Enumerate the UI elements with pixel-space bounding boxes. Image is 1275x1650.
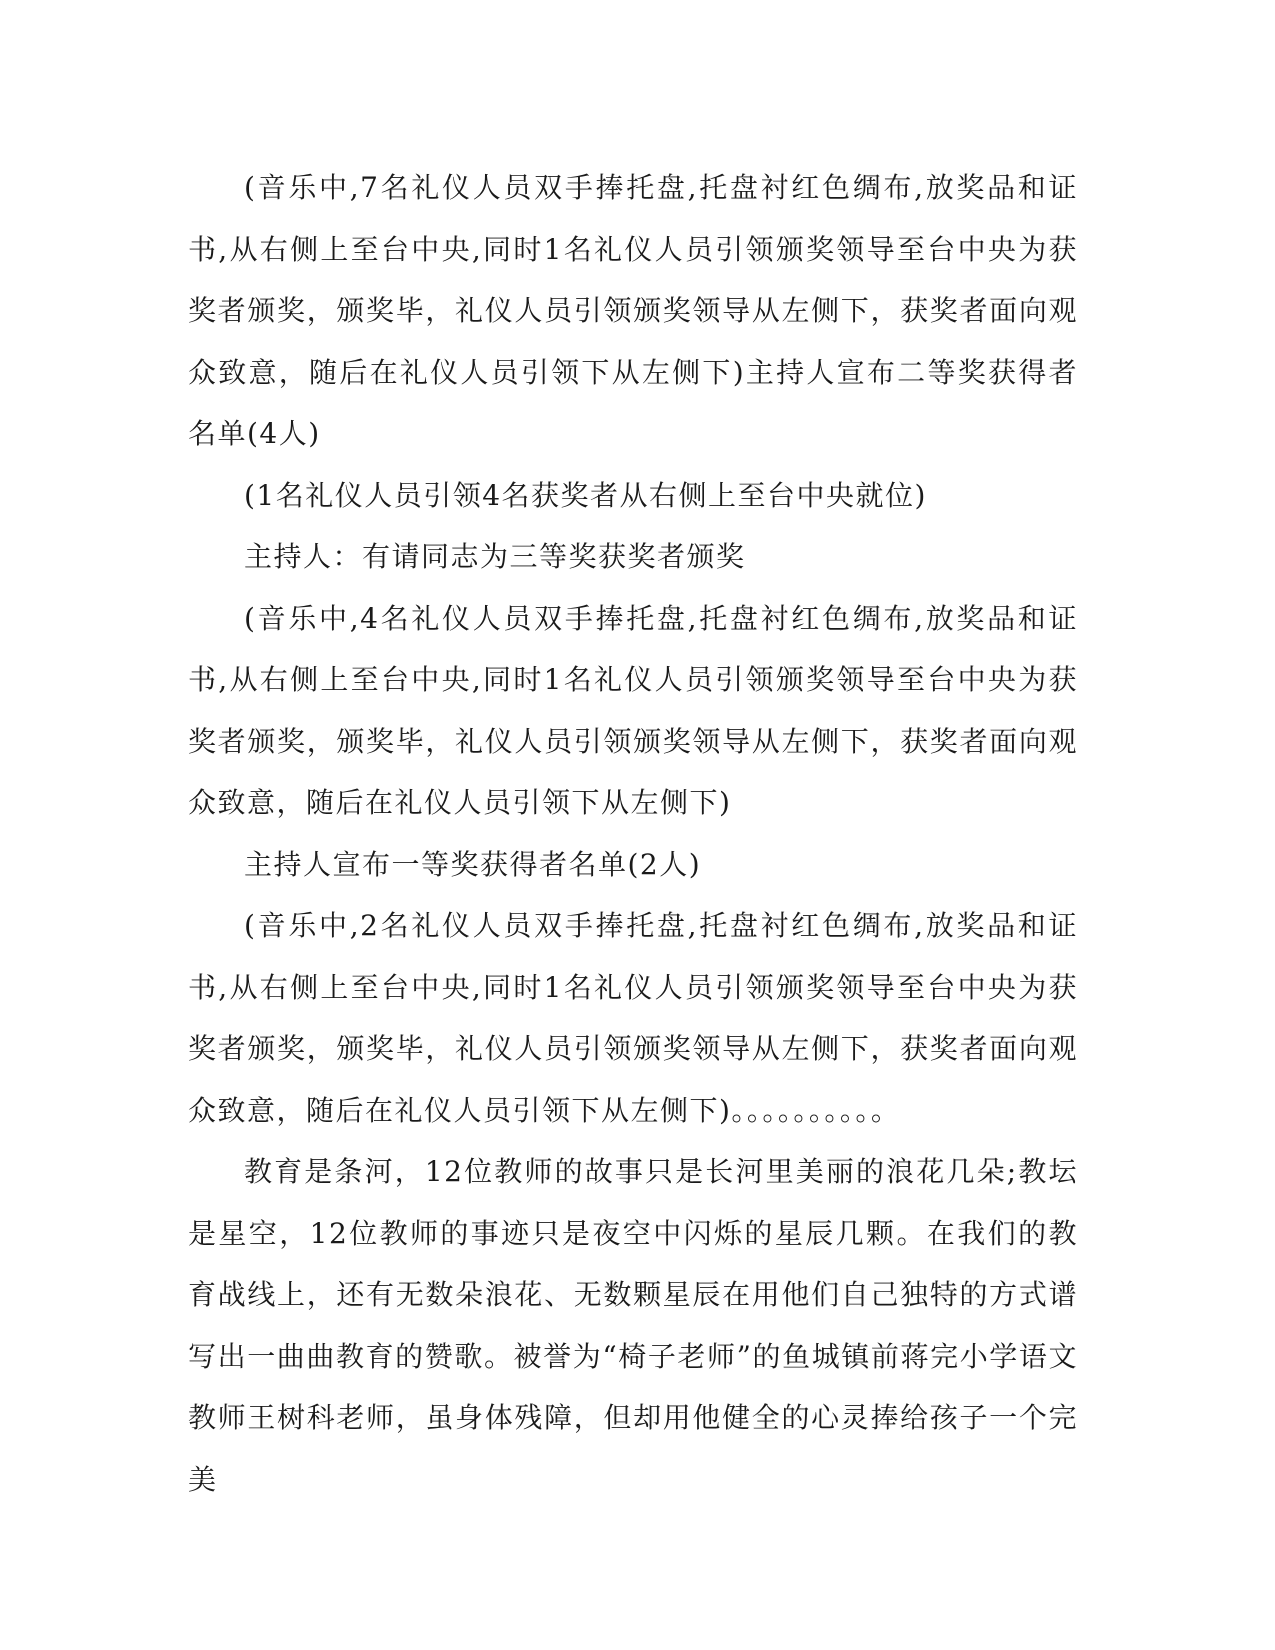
paragraph-award-second-ceremony: (音乐中,7名礼仪人员双手捧托盘,托盘衬红色绸布,放奖品和证书,从右侧上至台中央,同时1名礼仪人员引领颁奖领导至台中央为获奖者颁奖，颁奖毕，礼仪人员引领颁奖领导从左侧下，获奖者面向观众致意，随后在礼仪人员引领下从左侧下)主持人宣布二等奖获得者名单(4人) (188, 171, 1078, 450)
paragraph-second-winners-enter: (1名礼仪人员引领4名获奖者从右侧上至台中央就位) (244, 478, 927, 512)
paragraph-host-third-prize: 主持人：有请同志为三等奖获奖者颁奖 (244, 540, 746, 573)
paragraph-host-first-prize: 主持人宣布一等奖获得者名单(2人) (244, 847, 702, 881)
paragraph-award-third-ceremony: (音乐中,4名礼仪人员双手捧托盘,托盘衬红色绸布,放奖品和证书,从右侧上至台中央,同时1名礼仪人员引领颁奖领导至台中央为获奖者颁奖，颁奖毕，礼仪人员引领颁奖领导从左侧下，获奖者面向观众致意，随后在礼仪人员引领下从左侧下) (188, 601, 1078, 819)
document-body (188, 157, 1078, 1510)
paragraph-award-first-ceremony: (音乐中,2名礼仪人员双手捧托盘,托盘衬红色绸布,放奖品和证书,从右侧上至台中央,同时1名礼仪人员引领颁奖领导至台中央为获奖者颁奖，颁奖毕，礼仪人员引领颁奖领导从左侧下，获奖者面向观众致意，随后在礼仪人员引领下从左侧下)。。。。。。。。。。 (188, 909, 1078, 1127)
paragraph-education-river: 教育是条河，12位教师的故事只是长河里美丽的浪花几朵;教坛是星空，12位教师的事迹只是夜空中闪烁的星辰几颗。在我们的教育战线上，还有无数朵浪花、无数颗星辰在用他们自己独特的方式谱写出一曲曲教育的赞歌。被誉为“椅子老师”的鱼城镇前蒋完小学语文教师王树科老师，虽身体残障，但却用他健全的心灵捧给孩子一个完美 (188, 1155, 1078, 1496)
